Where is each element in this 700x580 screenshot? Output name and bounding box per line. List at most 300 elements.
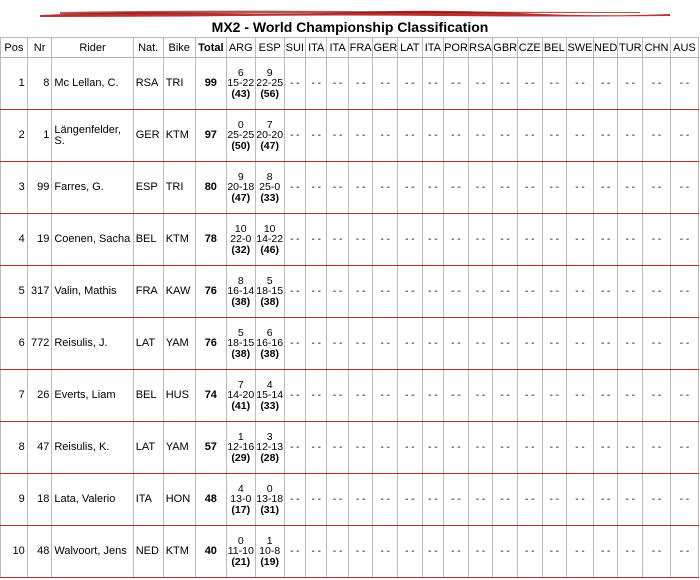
header-brush-stroke	[40, 9, 670, 19]
round-points: (33)	[260, 191, 279, 204]
empty-round-cell: - -	[593, 58, 618, 110]
moto-result: 6	[266, 326, 273, 339]
empty-round-cell: - -	[306, 422, 327, 474]
empty-round-cell: - -	[398, 110, 423, 162]
empty-round-cell: - -	[643, 110, 671, 162]
empty-round-cell: - -	[542, 266, 567, 318]
moto-result: 10-8	[259, 545, 281, 558]
empty-round-cell: - -	[348, 110, 373, 162]
empty-round-cell: - -	[643, 214, 671, 266]
empty-round-cell: - -	[593, 526, 618, 578]
empty-round-cell: - -	[670, 318, 698, 370]
round-points: (28)	[260, 451, 279, 464]
pos-cell: 9	[1, 474, 28, 526]
nationality-cell: ITA	[133, 474, 163, 526]
empty-round-cell: - -	[618, 266, 643, 318]
round-result-cell	[255, 318, 284, 370]
empty-round-cell: - -	[373, 474, 398, 526]
table-row	[1, 422, 699, 474]
empty-round-cell: - -	[493, 58, 518, 110]
empty-round-cell: - -	[468, 526, 493, 578]
empty-round-cell: - -	[373, 110, 398, 162]
moto-result: 9	[266, 66, 273, 79]
empty-round-cell: - -	[618, 318, 643, 370]
empty-round-cell: - -	[306, 266, 327, 318]
column-header: Nat.	[133, 38, 163, 58]
empty-round-cell: - -	[444, 526, 469, 578]
number-cell: 26	[27, 370, 52, 422]
empty-round-cell: - -	[468, 370, 493, 422]
moto-result: 10	[263, 222, 276, 235]
empty-round-cell: - -	[327, 526, 348, 578]
pos-cell: 3	[1, 162, 28, 214]
moto-result: 1	[266, 534, 273, 547]
empty-round-cell: - -	[444, 266, 469, 318]
empty-round-cell: - -	[517, 266, 542, 318]
rider-cell: Valin, Mathis	[52, 266, 133, 318]
round-result-cell	[255, 370, 284, 422]
empty-round-cell: - -	[444, 474, 469, 526]
empty-round-cell: - -	[567, 526, 594, 578]
column-header: SUI	[284, 38, 305, 58]
table-row	[1, 526, 699, 578]
empty-round-cell: - -	[643, 370, 671, 422]
column-header: ITA	[306, 38, 327, 58]
column-header: Rider	[52, 38, 133, 58]
moto-result: 6	[237, 66, 244, 79]
column-header: RSA	[468, 38, 493, 58]
empty-round-cell: - -	[327, 162, 348, 214]
empty-round-cell: - -	[348, 162, 373, 214]
empty-round-cell: - -	[327, 422, 348, 474]
empty-round-cell: - -	[373, 526, 398, 578]
round-result-cell	[226, 474, 255, 526]
round-points: (19)	[260, 555, 279, 568]
round-points: (56)	[260, 87, 279, 100]
column-header: Total	[195, 38, 226, 58]
empty-round-cell: - -	[468, 474, 493, 526]
round-result-cell	[255, 58, 284, 110]
empty-round-cell: - -	[493, 214, 518, 266]
empty-round-cell: - -	[542, 474, 567, 526]
moto-result: 12-13	[256, 441, 284, 454]
empty-round-cell: - -	[618, 370, 643, 422]
round-points: (29)	[231, 451, 251, 464]
empty-round-cell: - -	[670, 110, 698, 162]
number-cell: 1	[27, 110, 52, 162]
bike-cell: KAW	[163, 266, 195, 318]
empty-round-cell: - -	[643, 266, 671, 318]
round-points: (41)	[231, 399, 251, 412]
column-header: ESP	[255, 38, 284, 58]
empty-round-cell: - -	[542, 526, 567, 578]
round-points: (38)	[231, 347, 251, 360]
total-cell: 80	[195, 162, 226, 214]
empty-round-cell: - -	[398, 474, 423, 526]
empty-round-cell: - -	[643, 58, 671, 110]
empty-round-cell: - -	[373, 422, 398, 474]
empty-round-cell: - -	[306, 370, 327, 422]
pos-cell: 2	[1, 110, 28, 162]
moto-result: 4	[237, 482, 244, 495]
moto-result: 20-18	[227, 181, 255, 194]
nationality-cell: FRA	[133, 266, 163, 318]
empty-round-cell: - -	[422, 474, 443, 526]
empty-round-cell: - -	[348, 526, 373, 578]
column-header: CHN	[643, 38, 671, 58]
round-points: (47)	[260, 139, 279, 152]
empty-round-cell: - -	[373, 162, 398, 214]
round-result-cell	[255, 214, 284, 266]
moto-result: 0	[266, 482, 273, 495]
empty-round-cell: - -	[444, 214, 469, 266]
empty-round-cell: - -	[593, 318, 618, 370]
moto-result: 25-0	[259, 181, 281, 194]
empty-round-cell: - -	[284, 110, 305, 162]
round-points: (32)	[231, 243, 251, 256]
empty-round-cell: - -	[348, 266, 373, 318]
number-cell: 19	[27, 214, 52, 266]
empty-round-cell: - -	[398, 214, 423, 266]
empty-round-cell: - -	[643, 422, 671, 474]
rider-cell: Coenen, Sacha	[52, 214, 133, 266]
column-header: BEL	[542, 38, 567, 58]
total-cell: 48	[195, 474, 226, 526]
empty-round-cell: - -	[348, 58, 373, 110]
rider-cell: Farres, G.	[52, 162, 133, 214]
number-cell: 317	[27, 266, 52, 318]
table-row	[1, 214, 699, 266]
round-result-cell	[226, 214, 255, 266]
empty-round-cell: - -	[398, 526, 423, 578]
empty-round-cell: - -	[567, 214, 594, 266]
moto-result: 13-0	[230, 493, 252, 506]
empty-round-cell: - -	[643, 318, 671, 370]
column-header: TUR	[618, 38, 643, 58]
round-points: (17)	[231, 503, 251, 516]
empty-round-cell: - -	[468, 318, 493, 370]
moto-result: 7	[237, 378, 244, 391]
rider-cell: Längenfelder, S.	[52, 110, 133, 162]
empty-round-cell: - -	[542, 422, 567, 474]
classification-table	[0, 37, 699, 578]
empty-round-cell: - -	[306, 162, 327, 214]
round-result-cell	[226, 526, 255, 578]
moto-result: 15-22	[227, 77, 255, 90]
round-points: (47)	[231, 191, 251, 204]
moto-result: 8	[266, 170, 273, 183]
table-row	[1, 162, 699, 214]
empty-round-cell: - -	[422, 214, 443, 266]
empty-round-cell: - -	[444, 370, 469, 422]
empty-round-cell: - -	[327, 58, 348, 110]
round-points: (38)	[260, 295, 279, 308]
pos-cell: 6	[1, 318, 28, 370]
empty-round-cell: - -	[306, 110, 327, 162]
column-header: ARG	[226, 38, 255, 58]
round-result-cell	[255, 526, 284, 578]
empty-round-cell: - -	[618, 526, 643, 578]
moto-result: 15-14	[256, 389, 284, 402]
empty-round-cell: - -	[284, 422, 305, 474]
empty-round-cell: - -	[444, 162, 469, 214]
bike-cell: TRI	[163, 58, 195, 110]
empty-round-cell: - -	[422, 318, 443, 370]
rider-cell: Mc Lellan, C.	[52, 58, 133, 110]
pos-cell: 5	[1, 266, 28, 318]
empty-round-cell: - -	[593, 110, 618, 162]
nationality-cell: LAT	[133, 422, 163, 474]
empty-round-cell: - -	[493, 370, 518, 422]
table-row	[1, 110, 699, 162]
column-header: Pos	[1, 38, 28, 58]
empty-round-cell: - -	[567, 474, 594, 526]
moto-result: 10	[234, 222, 247, 235]
empty-round-cell: - -	[593, 422, 618, 474]
total-cell: 76	[195, 318, 226, 370]
empty-round-cell: - -	[493, 422, 518, 474]
pos-cell: 7	[1, 370, 28, 422]
round-result-cell	[226, 422, 255, 474]
empty-round-cell: - -	[284, 370, 305, 422]
empty-round-cell: - -	[517, 422, 542, 474]
table-body	[1, 58, 699, 578]
round-points: (46)	[260, 243, 279, 256]
table-row	[1, 318, 699, 370]
nationality-cell: RSA	[133, 58, 163, 110]
empty-round-cell: - -	[670, 58, 698, 110]
rider-cell: Reisulis, K.	[52, 422, 133, 474]
total-cell: 76	[195, 266, 226, 318]
nationality-cell: BEL	[133, 370, 163, 422]
empty-round-cell: - -	[493, 526, 518, 578]
empty-round-cell: - -	[643, 162, 671, 214]
rider-cell: Walvoort, Jens	[52, 526, 133, 578]
empty-round-cell: - -	[567, 162, 594, 214]
column-header: CZE	[517, 38, 542, 58]
nationality-cell: NED	[133, 526, 163, 578]
column-header: FRA	[348, 38, 373, 58]
empty-round-cell: - -	[422, 422, 443, 474]
moto-result: 20-20	[256, 129, 284, 142]
moto-result: 16-14	[227, 285, 255, 298]
empty-round-cell: - -	[618, 474, 643, 526]
empty-round-cell: - -	[444, 110, 469, 162]
round-result-cell	[226, 370, 255, 422]
round-points: (38)	[260, 347, 279, 360]
empty-round-cell: - -	[542, 318, 567, 370]
empty-round-cell: - -	[643, 474, 671, 526]
empty-round-cell: - -	[373, 318, 398, 370]
number-cell: 772	[27, 318, 52, 370]
round-points: (43)	[231, 87, 251, 100]
round-result-cell	[226, 318, 255, 370]
header-row	[1, 38, 699, 58]
moto-result: 0	[237, 118, 244, 131]
empty-round-cell: - -	[567, 422, 594, 474]
column-header: AUS	[670, 38, 698, 58]
table-row	[1, 474, 699, 526]
moto-result: 12-16	[227, 441, 255, 454]
empty-round-cell: - -	[618, 110, 643, 162]
empty-round-cell: - -	[306, 526, 327, 578]
pos-cell: 1	[1, 58, 28, 110]
bike-cell: TRI	[163, 162, 195, 214]
empty-round-cell: - -	[398, 162, 423, 214]
round-result-cell	[226, 110, 255, 162]
empty-round-cell: - -	[542, 162, 567, 214]
empty-round-cell: - -	[670, 266, 698, 318]
rider-cell: Reisulis, J.	[52, 318, 133, 370]
empty-round-cell: - -	[593, 474, 618, 526]
empty-round-cell: - -	[327, 266, 348, 318]
empty-round-cell: - -	[348, 370, 373, 422]
round-points: (50)	[231, 139, 251, 152]
bike-cell: KTM	[163, 110, 195, 162]
empty-round-cell: - -	[306, 58, 327, 110]
moto-result: 22-0	[230, 233, 252, 246]
empty-round-cell: - -	[422, 58, 443, 110]
moto-result: 22-25	[256, 77, 284, 90]
nationality-cell: LAT	[133, 318, 163, 370]
empty-round-cell: - -	[593, 162, 618, 214]
empty-round-cell: - -	[348, 214, 373, 266]
moto-result: 0	[237, 534, 244, 547]
empty-round-cell: - -	[517, 474, 542, 526]
empty-round-cell: - -	[670, 526, 698, 578]
column-header: Nr	[27, 38, 52, 58]
moto-result: 11-10	[227, 545, 254, 558]
empty-round-cell: - -	[517, 110, 542, 162]
round-points: (31)	[260, 503, 279, 516]
total-cell: 97	[195, 110, 226, 162]
empty-round-cell: - -	[468, 214, 493, 266]
empty-round-cell: - -	[670, 214, 698, 266]
empty-round-cell: - -	[373, 58, 398, 110]
empty-round-cell: - -	[593, 370, 618, 422]
empty-round-cell: - -	[493, 474, 518, 526]
empty-round-cell: - -	[493, 110, 518, 162]
empty-round-cell: - -	[670, 370, 698, 422]
round-result-cell	[255, 266, 284, 318]
empty-round-cell: - -	[373, 370, 398, 422]
column-header: ITA	[327, 38, 348, 58]
column-header: GER	[373, 38, 398, 58]
bike-cell: YAM	[163, 318, 195, 370]
empty-round-cell: - -	[398, 58, 423, 110]
empty-round-cell: - -	[444, 422, 469, 474]
number-cell: 47	[27, 422, 52, 474]
round-result-cell	[226, 266, 255, 318]
moto-result: 5	[266, 274, 273, 287]
pos-cell: 10	[1, 526, 28, 578]
empty-round-cell: - -	[373, 266, 398, 318]
column-header: SWE	[567, 38, 594, 58]
empty-round-cell: - -	[593, 214, 618, 266]
bike-cell: KTM	[163, 526, 195, 578]
empty-round-cell: - -	[542, 58, 567, 110]
moto-result: 4	[266, 378, 273, 391]
empty-round-cell: - -	[306, 214, 327, 266]
column-header: Bike	[163, 38, 195, 58]
bike-cell: HUS	[163, 370, 195, 422]
empty-round-cell: - -	[284, 162, 305, 214]
total-cell: 78	[195, 214, 226, 266]
empty-round-cell: - -	[542, 214, 567, 266]
moto-result: 7	[266, 118, 273, 131]
empty-round-cell: - -	[618, 422, 643, 474]
empty-round-cell: - -	[517, 214, 542, 266]
empty-round-cell: - -	[422, 370, 443, 422]
empty-round-cell: - -	[327, 474, 348, 526]
moto-result: 14-22	[256, 233, 284, 246]
moto-result: 18-15	[227, 337, 255, 350]
total-cell: 57	[195, 422, 226, 474]
bike-cell: HON	[163, 474, 195, 526]
empty-round-cell: - -	[542, 370, 567, 422]
moto-result: 1	[237, 430, 244, 443]
empty-round-cell: - -	[306, 318, 327, 370]
empty-round-cell: - -	[284, 474, 305, 526]
pos-cell: 8	[1, 422, 28, 474]
empty-round-cell: - -	[517, 162, 542, 214]
moto-result: 25-25	[227, 129, 255, 142]
empty-round-cell: - -	[327, 110, 348, 162]
number-cell: 8	[27, 58, 52, 110]
column-header: NED	[593, 38, 618, 58]
empty-round-cell: - -	[348, 474, 373, 526]
nationality-cell: ESP	[133, 162, 163, 214]
empty-round-cell: - -	[422, 110, 443, 162]
empty-round-cell: - -	[373, 214, 398, 266]
round-result-cell	[255, 422, 284, 474]
table-row	[1, 58, 699, 110]
empty-round-cell: - -	[670, 162, 698, 214]
empty-round-cell: - -	[593, 266, 618, 318]
number-cell: 99	[27, 162, 52, 214]
page-title: MX2 - World Championship Classification	[211, 19, 489, 35]
moto-result: 18-15	[256, 285, 284, 298]
empty-round-cell: - -	[493, 162, 518, 214]
nationality-cell: GER	[133, 110, 163, 162]
empty-round-cell: - -	[567, 318, 594, 370]
round-result-cell	[255, 110, 284, 162]
bike-cell: YAM	[163, 422, 195, 474]
empty-round-cell: - -	[618, 214, 643, 266]
bike-cell: KTM	[163, 214, 195, 266]
empty-round-cell: - -	[493, 266, 518, 318]
moto-result: 5	[237, 326, 244, 339]
empty-round-cell: - -	[670, 422, 698, 474]
table-row	[1, 370, 699, 422]
empty-round-cell: - -	[468, 162, 493, 214]
column-header: ITA	[422, 38, 443, 58]
moto-result: 9	[237, 170, 244, 183]
empty-round-cell: - -	[284, 318, 305, 370]
pos-cell: 4	[1, 214, 28, 266]
empty-round-cell: - -	[517, 526, 542, 578]
empty-round-cell: - -	[422, 162, 443, 214]
empty-round-cell: - -	[284, 58, 305, 110]
empty-round-cell: - -	[444, 58, 469, 110]
round-result-cell	[255, 162, 284, 214]
number-cell: 18	[27, 474, 52, 526]
table-row	[1, 266, 699, 318]
empty-round-cell: - -	[348, 318, 373, 370]
round-result-cell	[255, 474, 284, 526]
empty-round-cell: - -	[618, 58, 643, 110]
total-cell: 40	[195, 526, 226, 578]
